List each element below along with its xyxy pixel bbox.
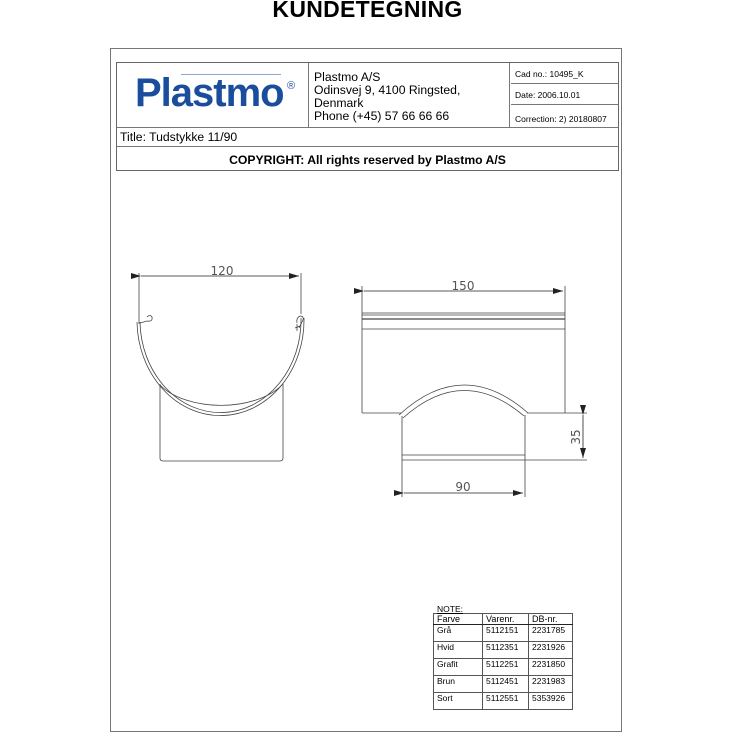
table-row: [434, 693, 573, 710]
table-row: [434, 676, 573, 693]
db-number-cell: 2231983: [529, 676, 573, 693]
table-header-row: [434, 614, 573, 625]
company-address: Odinsvej 9, 4100 Ringsted, Denmark: [314, 83, 461, 110]
side-view: [137, 273, 304, 461]
dim-label-150: 150: [451, 279, 475, 293]
table-row: [434, 642, 573, 659]
drawing-date: Date: 2006.10.01: [511, 84, 618, 105]
db-number-cell: 2231785: [529, 625, 573, 642]
table-row: [434, 625, 573, 642]
registered-mark-icon: ®: [287, 80, 296, 92]
column-header: Farve: [434, 614, 483, 625]
cad-number: Cad no.: 10495_K: [511, 63, 618, 84]
parts-table: [433, 613, 573, 710]
front-view: [362, 286, 587, 497]
item-number-cell: 5112251: [483, 659, 529, 676]
column-header: DB-nr.: [529, 614, 573, 625]
plastmo-logo: Plastmo: [135, 71, 284, 115]
document-heading: KUNDETEGNING: [272, 0, 463, 22]
item-number-cell: 5112351: [483, 642, 529, 659]
color-cell: Sort: [434, 693, 483, 710]
copyright-notice: COPYRIGHT: All rights reserved by Plastmo A/S: [229, 153, 506, 167]
dim-label-35: 35: [569, 429, 583, 445]
item-number-cell: 5112151: [483, 625, 529, 642]
item-number-cell: 5112551: [483, 693, 529, 710]
color-cell: Grå: [434, 625, 483, 642]
company-phone: Phone (+45) 57 66 66 66: [314, 109, 450, 123]
db-number-cell: 2231850: [529, 659, 573, 676]
company-name: Plastmo A/S: [314, 70, 381, 84]
dim-label-90: 90: [455, 480, 471, 494]
table-row: [434, 659, 573, 676]
correction: Correction: 2) 20180807: [515, 114, 607, 124]
column-header: Varenr.: [483, 614, 529, 625]
color-cell: Brun: [434, 676, 483, 693]
drawing-title: Title: Tudstykke 11/90: [117, 128, 618, 147]
color-cell: Grafit: [434, 659, 483, 676]
dim-label-120: 120: [210, 264, 234, 278]
parts-note: [433, 604, 573, 710]
item-number-cell: 5112451: [483, 676, 529, 693]
db-number-cell: 5353926: [529, 693, 573, 710]
note-label: NOTE:: [437, 604, 463, 614]
color-cell: Hvid: [434, 642, 483, 659]
db-number-cell: 2231926: [529, 642, 573, 659]
